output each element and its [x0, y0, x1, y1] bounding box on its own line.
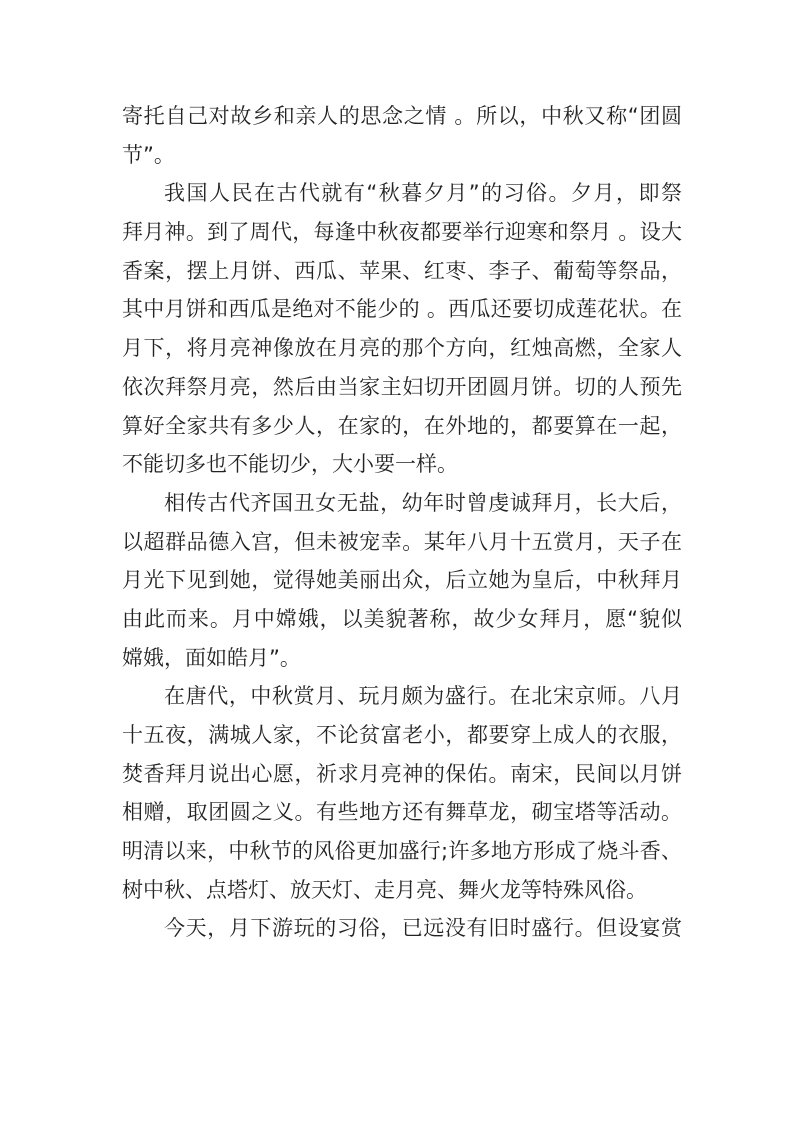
- text-line-5: 香案，摆上月饼、西瓜、苹果、红枣、李子、葡萄等祭品，: [122, 258, 682, 283]
- text-line-8: 依次拜祭月亮，然后由当家主妇切开团圆月饼。切的人预先: [122, 374, 682, 399]
- text-line-14: 由此而来。月中嫦娥，以美貌著称，故少女拜月，愿“貌似: [122, 606, 682, 631]
- text-line-15: 嫦娥，面如皓月”。: [122, 645, 301, 670]
- text-line-1: 寄托自己对故乡和亲人的思念之情 。所以，中秋又称“团圆: [122, 104, 682, 128]
- text-line-21: 树中秋、点塔灯、放天灯、走月亮、舞火龙等特殊风俗。: [122, 877, 647, 902]
- body-text: [122, 97, 682, 948]
- text-line-3: 我国人民在古代就有“秋暮夕月”的习俗。夕月，即祭: [164, 181, 682, 206]
- text-line-19: 相赠，取团圆之义。有些地方还有舞草龙，砌宝塔等活动。: [122, 800, 682, 825]
- text-line-6: 其中月饼和西瓜是绝对不能少的 。西瓜还要切成莲花状。在: [122, 297, 682, 322]
- text-line-18: 焚香拜月说出心愿，祈求月亮神的保佑。南宋，民间以月饼: [122, 761, 682, 786]
- text-line-11: 相传古代齐国丑女无盐，幼年时曾虔诚拜月，长大后，: [164, 490, 682, 515]
- text-line-9: 算好全家共有多少人，在家的，在外地的，都要算在一起，: [122, 413, 682, 438]
- text-line-16: 在唐代，中秋赏月、玩月颇为盛行。在北宋京师。八月: [164, 684, 682, 709]
- text-line-12: 以超群品德入宫，但未被宠幸。某年八月十五赏月，天子在: [122, 529, 682, 554]
- text-line-17: 十五夜，满城人家，不论贫富老小，都要穿上成人的衣服，: [122, 723, 682, 747]
- text-line-2: 节”。: [122, 142, 175, 167]
- text-line-22: 今天，月下游玩的习俗，已远没有旧时盛行。但设宴赏: [164, 916, 682, 941]
- text-line-10: 不能切多也不能切少，大小要一样。: [122, 452, 458, 477]
- text-line-7: 月下，将月亮神像放在月亮的那个方向，红烛高燃，全家人: [122, 336, 682, 361]
- text-line-4: 拜月神。到了周代，每逢中秋夜都要举行迎寒和祭月 。设大: [122, 220, 682, 245]
- text-line-13: 月光下见到她，觉得她美丽出众，后立她为皇后，中秋拜月: [122, 568, 682, 593]
- text-line-20: 明清以来，中秋节的风俗更加盛行;许多地方形成了烧斗香、: [122, 839, 682, 864]
